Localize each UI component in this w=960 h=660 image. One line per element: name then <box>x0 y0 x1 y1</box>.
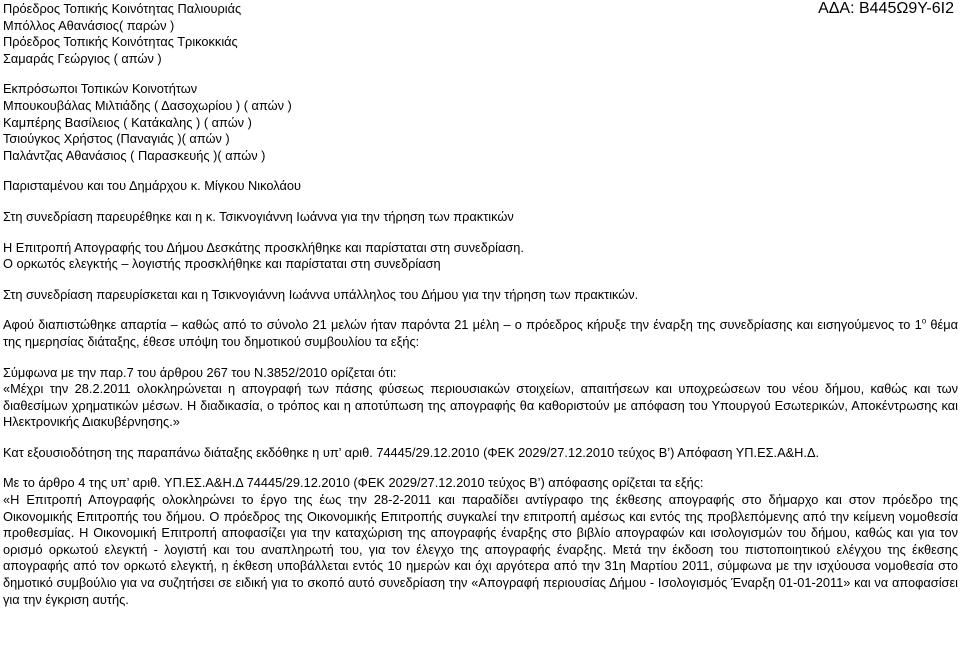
attendee-line: Μπόλλος Αθανάσιος( παρών ) <box>3 17 175 33</box>
representatives-title: Εκπρόσωποι Τοπικών Κοινοτήτων <box>3 81 198 97</box>
document-page <box>3 0 958 608</box>
attendees-block <box>3 0 958 67</box>
attendee-line: Πρόεδρος Τοπικής Κοινότητας Παλιουριάς <box>3 1 242 16</box>
quorum-text-end: θέμα της ημερησίας διάταξης, έθεσε υπόψη του δημοτικού συμβουλίου τα εξής: <box>3 317 958 349</box>
attendee-line: Πρόεδρος Τοπικής Κοινότητας Τρικοκκιάς <box>3 34 238 50</box>
quorum-text: Αφού διαπιστώθηκε απαρτία – καθώς από το σύνολο 21 μελών ήταν παρόντα 21 μέλη – ο πρόεδρος κήρυξε την έναρξη της συνεδρίασης και εισηγούμενος το 1 <box>3 317 922 333</box>
mayor-line: Παρισταμένου και του Δημάρχου κ. Μίγκου Νικολάου <box>3 178 301 194</box>
law-intro: Σύμφωνα με την παρ.7 του άρθρου 267 του Ν.3852/2010 ορίζεται ότι: <box>3 364 397 380</box>
attendee-line: Σαμαράς Γεώργιος ( απών ) <box>3 50 162 66</box>
ada-code: ΑΔΑ: Β445Ω9Υ-6Ι2 <box>818 0 954 17</box>
representative-line: Παλάντζας Αθανάσιος ( Παρασκευής )( απών ) <box>3 147 266 163</box>
law-quote: «Μέχρι την 28.2.2011 ολοκληρώνεται η απογραφή των πάσης φύσεως περιουσιακών στοιχείων, απαιτήσεων και υποχρεώσεων του νέου δήμου, καθώς και των διαθεσίμων χρηματικών μέσων. Η διαδικασία, ο τρόπος και η αποτύπωση της απογραφής θα καθοριστούν με απόφαση του Υπουργού Εσωτερικών, Αποκέντρωσης και Ηλεκτρονικής Διακυβέρνησης.» <box>3 381 958 430</box>
ordinal-superscript: ο <box>921 317 927 327</box>
auditor-line: Ο ορκωτός ελεγκτής – λογιστής προσκλήθηκε και παρίσταται στη συνεδρίαση <box>3 256 441 272</box>
employee-line: Στη συνεδρίαση παρευρίσκεται και η Τσικνογιάννη Ιωάννα υπάλληλος του Δήμου για την τήρηση των πρακτικών. <box>3 286 639 302</box>
representative-line: Μπουκουβάλας Μιλτιάδης ( Δασοχωρίου ) ( απών ) <box>3 97 292 113</box>
decision-line: Κατ εξουσιοδότηση της παραπάνω διάταξης εκδόθηκε η υπ’ αριθ. 74445/29.12.2010 (ΦΕΚ 2029/27.12.2010 τεύχος Β’) Απόφαση ΥΠ.ΕΣ.Α&Η.Δ. <box>3 444 820 460</box>
secretary-line: Στη συνεδρίαση παρευρέθηκε και η κ. Τσικνογιάννη Ιωάννα για την τήρηση των πρακτικών <box>3 208 514 224</box>
representatives-block <box>3 81 958 164</box>
representative-line: Καμπέρης Βασίλειος ( Κατάκαλης ) ( απών ) <box>3 114 252 130</box>
quorum-paragraph <box>3 317 958 350</box>
committee-line: Η Επιτροπή Απογραφής του Δήμου Δεσκάτης προσκλήθηκε και παρίσταται στη συνεδρίαση. <box>3 239 524 255</box>
article-intro: Με το άρθρο 4 της υπ’ αριθ. ΥΠ.ΕΣ.Α&Η.Δ 74445/29.12.2010 (ΦΕΚ 2029/27.12.2010 τεύχος Β’) απόφασης ορίζεται τα εξής: <box>3 475 704 491</box>
article-quote: «Η Επιτροπή Απογραφής ολοκληρώνει το έργο της έως την 28-2-2011 και παραδίδει αντίγραφο της έκθεσης απογραφής στο δήμαρχο και στον πρόεδρο της Οικονομικής Επιτροπής του δήμου. Ο πρόεδρος της Οικονομικής Επιτροπής συγκαλεί την επιτροπή αμέσως και εντός της προβλεπόμενης από την κείμενη νομοθεσία προθεσμίας. Η Οικονομική Επιτροπή αποφασίζει για την καταχώριση της απογραφής έναρξης στο βιβλίο απογραφών και ισολογισμών του δήμου, καθώς και για τον ορισμό ορκωτού ελεγκτή - λογιστή και του αναπληρωτή του, για τον έλεγχο της απογραφής έναρξης. Μετά την έκδοση του πιστοποιητικού ελέγχου της έκθεσης απογραφής από τον ορκωτό ελεγκτή, η έκθεση υποβάλλεται εντός 10 ημερών και όχι αργότερα από την 31η Μαρτίου 2011, σύμφωνα με την ισχύουσα νομοθεσία στο δημοτικό συμβούλιο για να συζητήσει σε ειδική για το σκοπό αυτό συνεδρίαση την «Απογραφή περιουσίας Δήμου - Ισολογισμός Έναρξη 01-01-2011» και να αποφασίσει για την έγκριση αυτής. <box>3 492 958 607</box>
representative-line: Τσιούγκος Χρήστος (Παναγιάς )( απών ) <box>3 131 230 147</box>
